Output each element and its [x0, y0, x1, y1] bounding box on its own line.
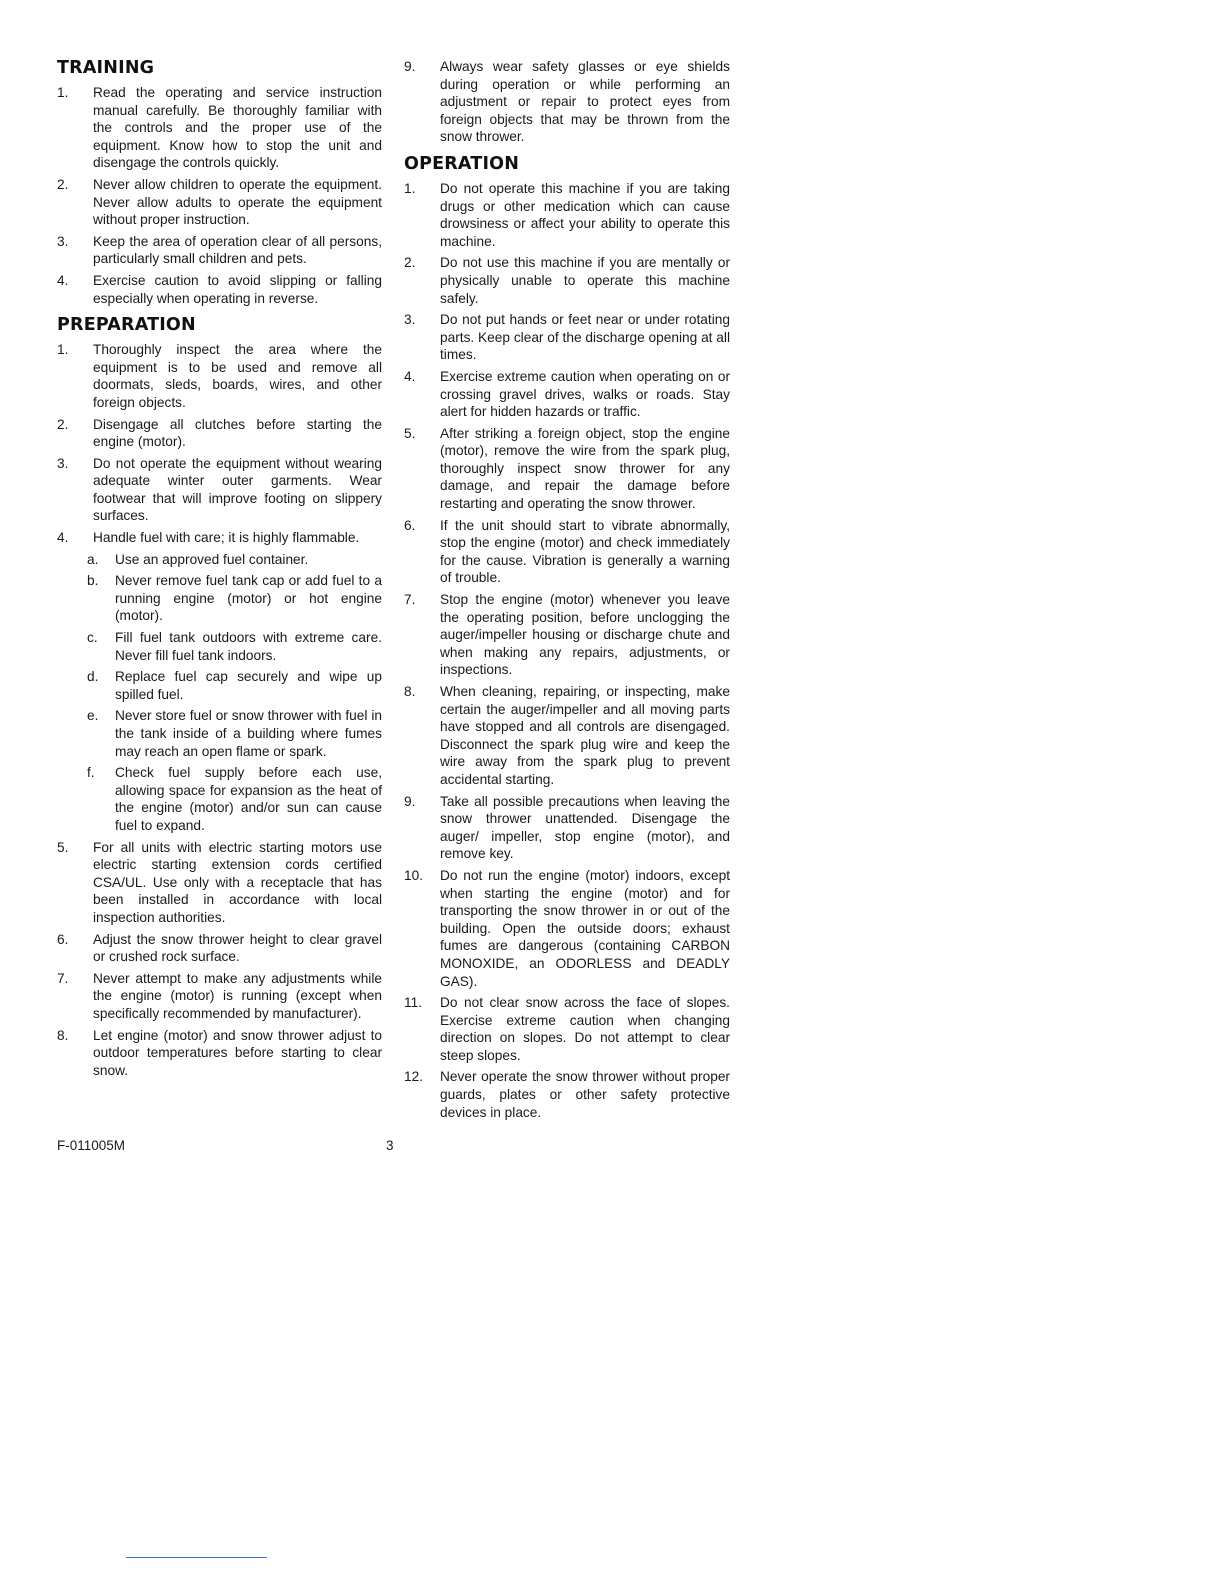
item-number: 5. [404, 425, 416, 441]
item-text: When cleaning, repairing, or inspecting, make certain the auger/impeller and all moving parts have stopped and all controls are disengaged. Disconnect the spark plug wire and keep the wire away from the spark plug to prevent accidental starting. [440, 684, 730, 787]
sub-list-item [57, 572, 382, 625]
item-text: Do not operate the equipment without wearing adequate winter outer garments. Wear footwear that will improve footing on slippery surfaces. [93, 455, 382, 524]
list-item [404, 994, 730, 1064]
list-item [404, 517, 730, 587]
item-text: Do not operate this machine if you are taking drugs or other medication which can cause drowsiness or affect your ability to operate this machine. [440, 180, 730, 249]
item-number: 2. [57, 416, 69, 432]
item-text: Let engine (motor) and snow thrower adjust to outdoor temperatures before starting to clear snow. [93, 1027, 382, 1078]
list-item [57, 341, 382, 411]
item-text: Disengage all clutches before starting the engine (motor). [93, 416, 382, 450]
list-item [404, 793, 730, 863]
item-number: 3. [57, 455, 69, 471]
item-number: 12. [404, 1069, 424, 1085]
item-number: 11. [404, 995, 423, 1011]
item-number: 7. [404, 592, 416, 608]
sub-item-text: Never remove fuel tank cap or add fuel to a running engine (motor) or hot engine (motor). [115, 573, 382, 624]
item-number: 8. [404, 684, 416, 699]
item-text: For all units with electric starting motors use electric starting extension cords certified CSA/UL. Use only with a receptacle that has been installed in accordance with local inspection authorities. [93, 839, 382, 925]
item-number: 1. [57, 342, 69, 358]
sub-item-text: Check fuel supply before each use, allowing space for expansion as the heat of the engine (motor) and/or sun can cause fuel to expand. [115, 765, 382, 833]
sub-item-letter: e. [87, 708, 99, 724]
item-text: Do not run the engine (motor) indoors, except when starting the engine (motor) and for transporting the snow thrower in or out of the building. Open the outside doors; exhaust fumes are dangerous (containing CARBON MONOXIDE, an ODORLESS and DEADLY GAS). [440, 867, 730, 989]
sub-item-text: Fill fuel tank outdoors with extreme care. Never fill fuel tank indoors. [115, 630, 382, 663]
item-text: Never operate the snow thrower without proper guards, plates or other safety protective devices in place. [440, 1069, 730, 1120]
item-number: 3. [404, 312, 416, 328]
list-item [57, 970, 382, 1023]
training-list [57, 84, 382, 307]
item-number: 4. [404, 368, 416, 384]
document-code: F-011005M [57, 1138, 126, 1153]
item-text: Adjust the snow thrower height to clear gravel or crushed rock surface. [93, 931, 382, 965]
list-item [57, 416, 382, 451]
list-item [404, 1068, 730, 1121]
item-number: 6. [404, 517, 416, 533]
sub-list-item [57, 629, 382, 664]
sub-item-letter: b. [87, 573, 99, 589]
sub-list-item [57, 764, 382, 834]
item-number: 3. [57, 233, 69, 249]
item-text: Always wear safety glasses or eye shields during operation or while performing an adjustment or repair to protect eyes from foreign objects that may be thrown from the snow thrower. [440, 59, 730, 145]
list-item [57, 839, 382, 927]
footnote-divider [126, 1557, 267, 1558]
item-number: 8. [57, 1027, 69, 1043]
item-text: Do not clear snow across the face of slopes. Exercise extreme caution when changing direction on slopes. Do not attempt to clear steep slopes. [440, 995, 730, 1063]
right-column [404, 58, 730, 1125]
sub-list-item [57, 707, 382, 760]
item-number: 2. [404, 255, 416, 271]
list-item [404, 425, 730, 513]
sub-item-text: Never store fuel or snow thrower with fuel in the tank inside of a building where fumes may reach an open flame or spark. [115, 708, 382, 759]
preparation-list [57, 341, 382, 1079]
page-number: 3 [386, 1138, 394, 1153]
item-text: Thoroughly inspect the area where the equipment is to be used and remove all doormats, sleds, boards, wires, and other foreign objects. [93, 342, 382, 410]
sub-list-item [57, 668, 382, 703]
item-number: 9. [404, 793, 416, 809]
item-text: Read the operating and service instruction manual carefully. Be thoroughly familiar with the controls and the proper use of the equipment. Know how to stop the unit and disengage the controls quickly. [93, 85, 382, 171]
item-number: 9. [404, 59, 416, 74]
item-text: Take all possible precautions when leaving the snow thrower unattended. Disengage the auger/ impeller, stop engine (motor), and remove key. [440, 793, 730, 862]
sub-item-text: Replace fuel cap securely and wipe up spilled fuel. [115, 669, 382, 702]
training-heading: TRAINING [57, 58, 155, 78]
item-text: Never attempt to make any adjustments while the engine (motor) is running (except when specifically recommended by manufacturer). [93, 970, 382, 1021]
item-text: Stop the engine (motor) whenever you leave the operating position, before unclogging the auger/impeller housing or discharge chute and when making any repairs, adjustments, or inspections. [440, 592, 730, 678]
sub-list-item [57, 551, 382, 569]
list-item [57, 233, 382, 268]
item-number: 10. [404, 867, 424, 883]
list-item [404, 591, 730, 679]
item-number: 7. [57, 970, 69, 986]
preparation-list-continued [404, 58, 730, 146]
item-text: After striking a foreign object, stop the engine (motor), remove the wire from the spark plug, thoroughly inspect snow thrower for any damage, and repair the damage before restarting and operating the snow thrower. [440, 425, 730, 512]
list-item [404, 867, 730, 990]
item-number: 1. [57, 85, 69, 100]
list-item [404, 311, 730, 364]
sub-item-letter: a. [87, 551, 99, 567]
list-item [57, 455, 382, 525]
item-text: Keep the area of operation clear of all persons, particularly small children and pets. [93, 233, 382, 267]
item-text: Do not put hands or feet near or under rotating parts. Keep clear of the discharge opening at all times. [440, 312, 730, 363]
item-number: 4. [57, 530, 69, 546]
list-item [404, 683, 730, 789]
list-item [404, 58, 730, 146]
list-item [57, 529, 382, 547]
item-number: 5. [57, 839, 69, 855]
item-text: Exercise caution to avoid slipping or falling especially when operating in reverse. [93, 272, 382, 306]
item-text: If the unit should start to vibrate abnormally, stop the engine (motor) and check immediately for the cause. Vibration is generally a warning of trouble. [440, 517, 730, 586]
sub-item-letter: f. [87, 765, 95, 781]
list-item [57, 931, 382, 966]
item-number: 4. [57, 272, 69, 288]
sub-item-letter: d. [87, 669, 99, 685]
operation-heading: OPERATION [404, 153, 520, 174]
item-text: Handle fuel with care; it is highly flammable. [93, 530, 360, 546]
list-item [57, 176, 382, 229]
item-number: 1. [404, 180, 416, 196]
list-item [57, 272, 382, 307]
list-item [404, 368, 730, 421]
sub-item-text: Use an approved fuel container. [115, 551, 309, 567]
preparation-heading: PREPARATION [57, 315, 196, 336]
operation-list [404, 180, 730, 1121]
item-number: 2. [57, 176, 69, 192]
sub-item-letter: c. [87, 630, 98, 646]
left-column [57, 58, 382, 1083]
list-item [404, 180, 730, 250]
list-item [57, 84, 382, 172]
item-text: Do not use this machine if you are mentally or physically unable to operate this machine safely. [440, 255, 730, 306]
list-item [57, 1027, 382, 1080]
list-item [404, 254, 730, 307]
item-text: Exercise extreme caution when operating on or crossing gravel drives, walks or roads. Stay alert for hidden hazards or traffic. [440, 368, 730, 420]
item-number: 6. [57, 931, 69, 947]
item-text: Never allow children to operate the equipment. Never allow adults to operate the equipment without proper instruction. [93, 176, 382, 228]
